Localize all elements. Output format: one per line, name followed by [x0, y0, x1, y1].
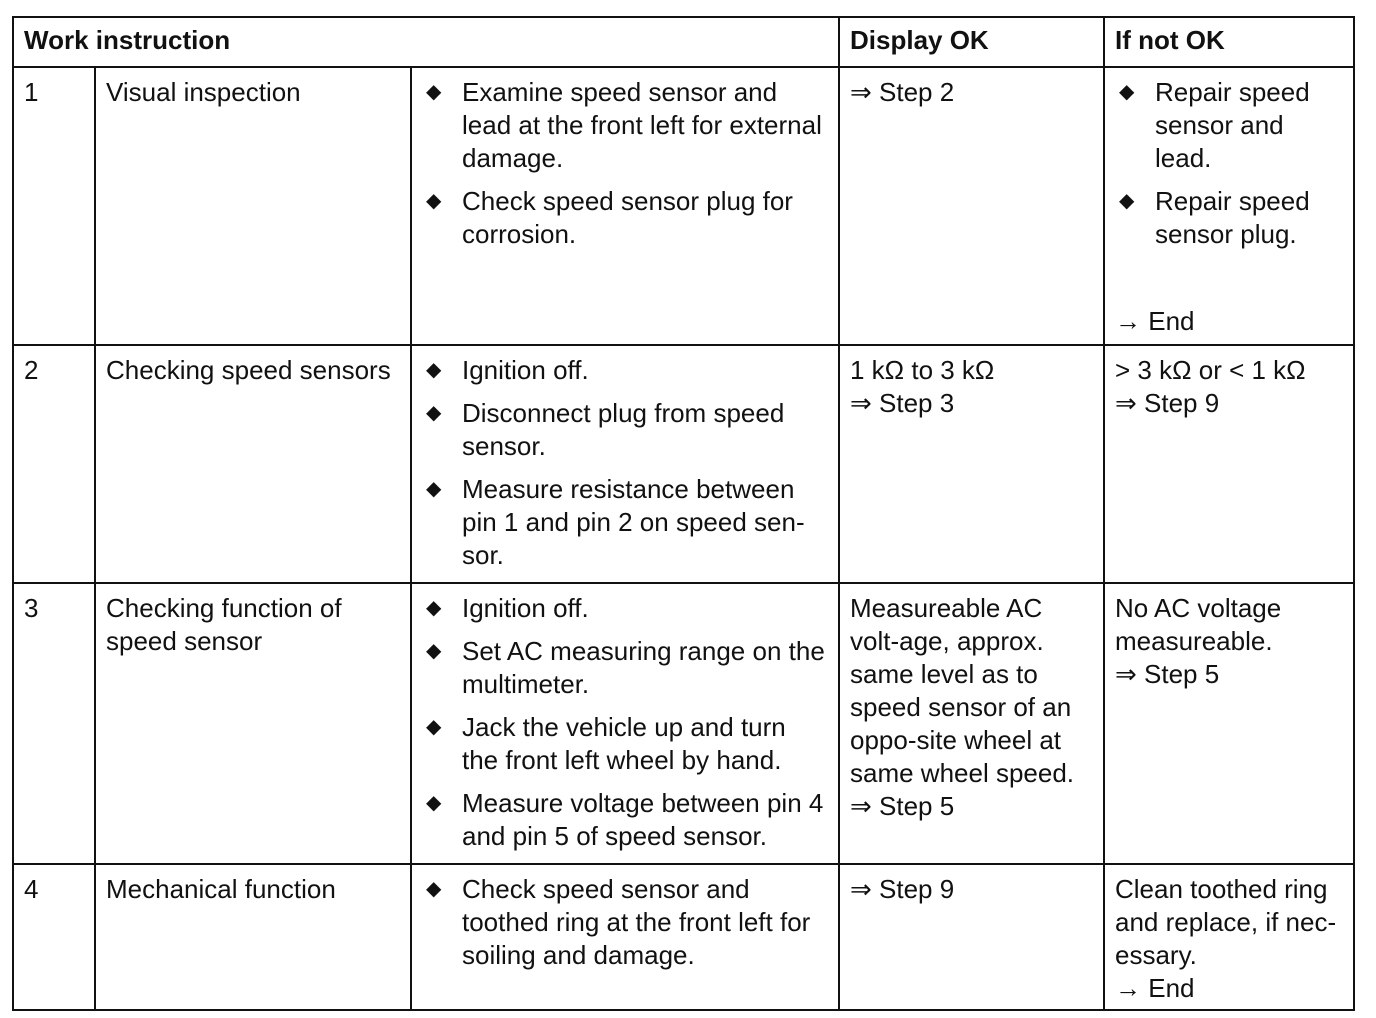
bullet-icon: ◆ [426, 402, 442, 424]
instructions-cell [411, 67, 839, 345]
step-number: 2 [13, 345, 95, 583]
display-ok-text: Measureable AC volt-age, approx. same level as to speed sensor of an oppo-site wheel at same wheel speed. [850, 593, 1075, 788]
display-ok-text: ⇒ Step 2 [850, 77, 955, 107]
display-ok-cell [839, 67, 1104, 345]
instructions-cell [411, 345, 839, 583]
if-not-ok-text: → End [1115, 973, 1195, 1003]
header-work-instruction: Work instruction [13, 17, 839, 67]
display-ok-text: 1 kΩ to 3 kΩ [850, 355, 995, 385]
instruction-item: ◆ Ignition off. [426, 355, 589, 385]
bullet-icon: ◆ [426, 878, 442, 900]
instructions-cell [411, 864, 839, 1010]
display-ok-text: ⇒ Step 9 [850, 874, 955, 904]
display-ok-cell [839, 583, 1104, 864]
work-instruction-table [12, 16, 1355, 1011]
if-not-ok-text: ⇒ Step 5 [1115, 659, 1220, 689]
step-number: 1 [13, 67, 95, 345]
bullet-icon: ◆ [426, 190, 442, 212]
remedy-item: ◆ Repair speed sensor and lead. [1119, 77, 1310, 173]
if-not-ok-cell [1104, 345, 1354, 583]
step-number: 4 [13, 864, 95, 1010]
instruction-item: ◆ Examine speed sensor and lead at the front left for external damage. [426, 77, 822, 173]
instruction-item: ◆ Check speed sensor plug for corrosion. [426, 186, 793, 249]
header-display-ok: Display OK [839, 17, 1104, 67]
instruction-item: ◆ Measure voltage between pin 4 and pin 5 of speed sensor. [426, 788, 824, 851]
bullet-icon: ◆ [1119, 190, 1135, 212]
bullet-icon: ◆ [426, 81, 442, 103]
step-title: Mechanical function [95, 864, 411, 1010]
bullet-icon: ◆ [426, 792, 442, 814]
step-number: 3 [13, 583, 95, 864]
instruction-item: ◆ Disconnect plug from speed sensor. [426, 398, 785, 461]
instruction-item: ◆ Measure resistance between pin 1 and pin 2 on speed sen-sor. [426, 474, 805, 570]
instruction-item: ◆ Set AC measuring range on the multimeter. [426, 636, 825, 699]
bullet-icon: ◆ [1119, 81, 1135, 103]
table-row [13, 583, 1354, 864]
table-row [13, 864, 1354, 1010]
instruction-item: ◆ Check speed sensor and toothed ring at the front left for soiling and damage. [426, 874, 811, 970]
bullet-icon: ◆ [426, 640, 442, 662]
table-row [13, 345, 1354, 583]
bullet-icon: ◆ [426, 478, 442, 500]
step-title: Checking function of speed sensor [95, 583, 411, 864]
if-not-ok-cell [1104, 67, 1354, 345]
if-not-ok-cell [1104, 583, 1354, 864]
if-not-ok-text: Clean toothed ring and replace, if nec-essary. [1115, 874, 1337, 970]
end-marker: → End [1115, 306, 1195, 336]
bullet-icon: ◆ [426, 359, 442, 381]
remedy-item: ◆ Repair speed sensor plug. [1119, 186, 1310, 249]
header-row [13, 17, 1354, 67]
display-ok-text: ⇒ Step 5 [850, 791, 955, 821]
instruction-item: ◆ Ignition off. [426, 593, 589, 623]
step-title: Checking speed sensors [95, 345, 411, 583]
bullet-icon: ◆ [426, 597, 442, 619]
if-not-ok-cell [1104, 864, 1354, 1010]
instructions-cell [411, 583, 839, 864]
if-not-ok-text: > 3 kΩ or < 1 kΩ [1115, 355, 1306, 385]
step-title: Visual inspection [95, 67, 411, 345]
if-not-ok-text: No AC voltage measureable. [1115, 593, 1282, 656]
header-if-not-ok: If not OK [1104, 17, 1354, 67]
display-ok-text: ⇒ Step 3 [850, 388, 955, 418]
bullet-icon: ◆ [426, 716, 442, 738]
instruction-item: ◆ Jack the vehicle up and turn the front left wheel by hand. [426, 712, 786, 775]
display-ok-cell [839, 864, 1104, 1010]
display-ok-cell [839, 345, 1104, 583]
table-row [13, 67, 1354, 345]
if-not-ok-text: ⇒ Step 9 [1115, 388, 1220, 418]
